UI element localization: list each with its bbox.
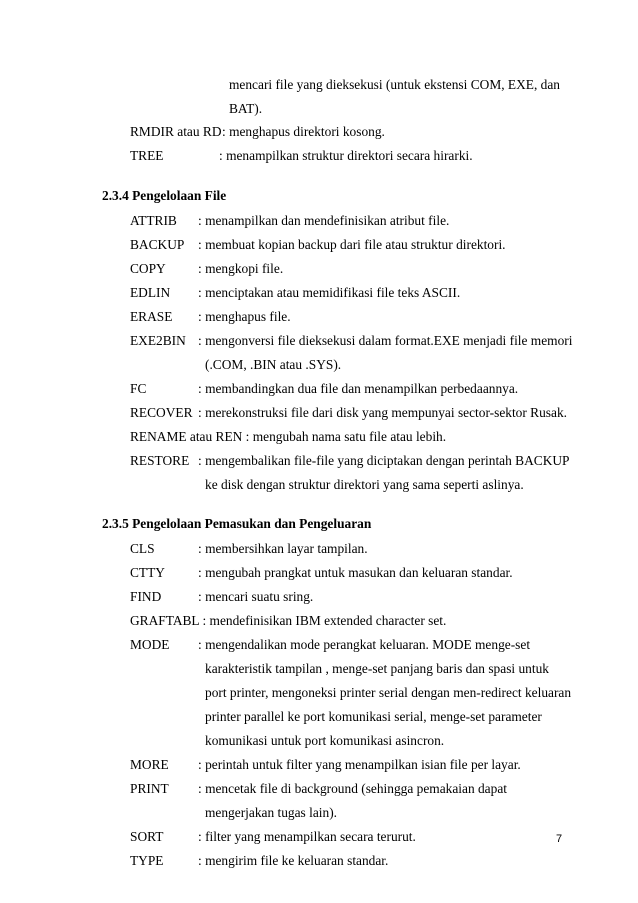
command-description-continued: (.COM, .BIN atau .SYS).: [205, 357, 342, 372]
command-description: : mengubah prangkat untuk masukan dan keluaran standar.: [198, 565, 513, 580]
command-description: : filter yang menampilkan secara terurut.: [198, 829, 416, 844]
command-line: GRAFTABL : mendefinisikan IBM extended character set.: [130, 613, 447, 628]
command-name: COPY: [130, 261, 166, 276]
command-name: CTTY: [130, 565, 165, 580]
command-name: CLS: [130, 541, 155, 556]
command-description-continued: port printer, mengoneksi printer serial dengan men-redirect keluaran: [205, 685, 572, 700]
command-name: TYPE: [130, 853, 164, 868]
command-name: RESTORE: [130, 453, 190, 468]
command-description: : membandingkan dua file dan menampilkan perbedaannya.: [198, 381, 519, 396]
command-name: MODE: [130, 637, 170, 652]
command-description: : mengendalikan mode perangkat keluaran. MODE menge-set: [198, 637, 531, 652]
command-name: BACKUP: [130, 237, 185, 252]
command-line: RENAME atau REN : mengubah nama satu file atau lebih.: [130, 429, 447, 444]
command-description-continued: komunikasi untuk port komunikasi asincron.: [205, 733, 445, 748]
command-name: FC: [130, 381, 147, 396]
command-name: SORT: [130, 829, 164, 844]
command-description: : mengkopi file.: [198, 261, 284, 276]
command-description: : mengonversi file dieksekusi dalam format.EXE menjadi file memori: [198, 333, 573, 348]
command-description: : mencari suatu sring.: [198, 589, 314, 604]
section-heading: 2.3.5 Pengelolaan Pemasukan dan Pengeluaran: [102, 516, 372, 531]
command-description: : merekonstruksi file dari disk yang mempunyai sector-sektor Rusak.: [198, 405, 568, 420]
command-description-continued: printer parallel ke port komunikasi serial, menge-set parameter: [205, 709, 542, 724]
command-name: TREE: [130, 148, 164, 163]
command-name: EXE2BIN: [130, 333, 186, 348]
command-name: ATTRIB: [130, 213, 177, 228]
command-description: : perintah untuk filter yang menampilkan isian file per layar.: [198, 757, 521, 772]
command-description: : menampilkan struktur direktori secara hirarki.: [219, 148, 473, 163]
section-heading: 2.3.4 Pengelolaan File: [102, 188, 227, 203]
command-description: : mengirim file ke keluaran standar.: [198, 853, 389, 868]
command-description: : menciptakan atau memidifikasi file teks ASCII.: [198, 285, 461, 300]
command-description: : membuat kopian backup dari file atau struktur direktori.: [198, 237, 506, 252]
command-name: RECOVER: [130, 405, 193, 420]
command-description: : mengembalikan file-file yang diciptakan dengan perintah BACKUP: [198, 453, 570, 468]
command-description-continued: mengerjakan tugas lain).: [205, 805, 337, 820]
command-name: RMDIR atau RD: [130, 124, 222, 139]
command-description-continued: ke disk dengan struktur direktori yang sama seperti aslinya.: [205, 477, 524, 492]
command-description-continued: karakteristik tampilan , menge-set panjang baris dan spasi untuk: [205, 661, 549, 676]
text-line: BAT).: [229, 101, 263, 116]
command-name: MORE: [130, 757, 169, 772]
text-line: mencari file yang dieksekusi (untuk ekstensi COM, EXE, dan: [229, 77, 560, 92]
command-description: : menghapus direktori kosong.: [222, 124, 385, 139]
command-description: : membersihkan layar tampilan.: [198, 541, 368, 556]
command-description: : menghapus file.: [198, 309, 291, 324]
command-name: EDLIN: [130, 285, 171, 300]
command-name: ERASE: [130, 309, 173, 324]
page-number: 7: [556, 833, 563, 845]
command-name: FIND: [130, 589, 162, 604]
command-description: : mencetak file di background (sehingga pemakaian dapat: [198, 781, 507, 796]
command-name: PRINT: [130, 781, 169, 796]
command-description: : menampilkan dan mendefinisikan atribut file.: [198, 213, 450, 228]
